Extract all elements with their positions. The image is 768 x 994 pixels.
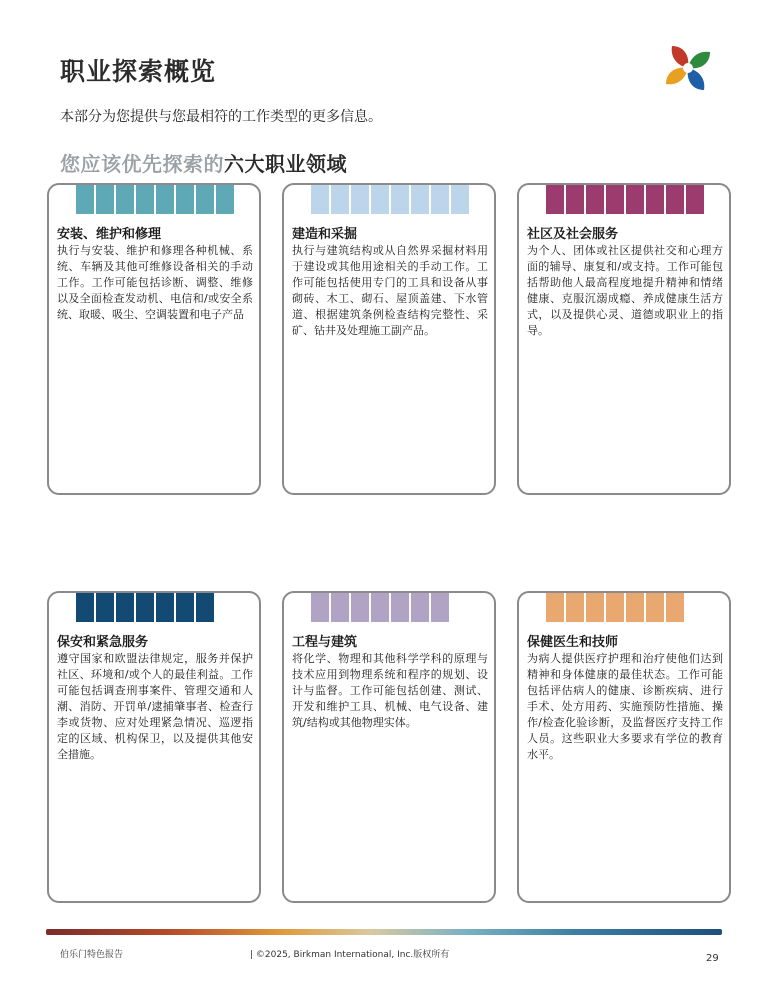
color-swatch [156, 185, 174, 214]
color-swatch [76, 185, 94, 214]
color-swatch [411, 185, 429, 214]
card-title: 建造和采掘 [292, 227, 358, 242]
color-swatch [116, 593, 134, 622]
career-card [282, 591, 496, 903]
card-description: 执行与建筑结构或从自然界采掘材料用于建设或其他用途相关的手动工作。工作可能包括使用专门的工具和设备从事砌砖、木工、砌石、屋顶盖建、下水管道、根据建筑条例检查结构完整性、采矿、钻井及处理施工副产品。 [292, 244, 488, 337]
color-swatch [586, 185, 604, 214]
color-swatch [451, 185, 469, 214]
card-description: 为个人、团体或社区提供社交和心理方面的辅导、康复和/或支持。工作可能包括帮助他人最高程度地提升精神和情绪健康、克服沉溺成瘾、养成健康生活方式，以及提供心灵、道德或职业上的指导。 [527, 244, 723, 337]
card-title: 工程与建筑 [292, 635, 358, 650]
color-swatch [351, 593, 369, 622]
color-swatch [96, 593, 114, 622]
color-swatch [606, 593, 624, 622]
career-card [282, 183, 496, 495]
card-description: 为病人提供医疗护理和治疗使他们达到精神和身体健康的最佳状态。工作可能包括评估病人的健康、诊断疾病、进行手术、处方用药、实施预防性措施、操作/检查化验诊断，及监督医疗支持工作人员。这些职业大多要求有学位的教育水平。 [527, 652, 723, 761]
subtitle-dark: 六大职业领域 [224, 152, 347, 176]
color-swatch [666, 593, 684, 622]
color-swatch [331, 185, 349, 214]
color-swatch [136, 593, 154, 622]
color-swatch [156, 593, 174, 622]
color-swatch [546, 185, 564, 214]
color-swatch [311, 185, 329, 214]
career-card [517, 183, 731, 495]
color-swatches [546, 593, 684, 622]
color-swatch [686, 185, 704, 214]
color-swatch [546, 593, 564, 622]
color-swatch [371, 593, 389, 622]
color-swatch [431, 185, 449, 214]
career-card [47, 183, 261, 495]
color-swatch [566, 185, 584, 214]
color-swatch [391, 593, 409, 622]
color-swatch [371, 185, 389, 214]
color-swatch [586, 593, 604, 622]
color-swatch [626, 593, 644, 622]
color-swatches [76, 593, 214, 622]
color-swatch [411, 593, 429, 622]
color-swatch [666, 185, 684, 214]
color-swatches [311, 185, 469, 214]
career-card [47, 591, 261, 903]
color-swatch [196, 593, 214, 622]
card-description: 将化学、物理和其他科学学科的原理与技术应用到物理系统和程序的规划、设计与监督。工作可能包括创建、测试、开发和维护工具、机械、电气设备、建筑/结构或其他物理实体。 [292, 652, 488, 729]
color-swatch [96, 185, 114, 214]
card-description: 遵守国家和欧盟法律规定，服务并保护社区、环境和/或个人的最佳利益。工作可能包括调查刑事案件、管理交通和人潮、消防、开罚单/逮捕肇事者、检查行李或货物、应对处理紧急情况、巡逻指定的区域、机构保卫，以及提供其他安全措施。 [57, 652, 253, 761]
page-title: 职业探索概览 [60, 57, 217, 86]
color-swatch [331, 593, 349, 622]
color-swatch [606, 185, 624, 214]
color-swatch [136, 185, 154, 214]
card-title: 保健医生和技师 [527, 635, 619, 650]
color-swatch [566, 593, 584, 622]
card-description: 执行与安装、维护和修理各种机械、系统、车辆及其他可维修设备相关的手动工作。工作可能包括诊断、调整、维修以及全面检查发动机、电信和/或安全系统、取暖、吸尘、空调装置和电子产品 [57, 244, 253, 321]
decorative-color-band [46, 929, 722, 935]
color-swatch [391, 185, 409, 214]
color-swatch [646, 185, 664, 214]
color-swatch [176, 593, 194, 622]
color-swatch [351, 185, 369, 214]
color-swatch [626, 185, 644, 214]
color-swatch [176, 185, 194, 214]
page-number: 29 [706, 953, 719, 964]
color-swatch [216, 185, 234, 214]
color-swatches [546, 185, 704, 214]
career-card [517, 591, 731, 903]
subtitle-light: 您应该优先探索的 [60, 152, 224, 176]
color-swatch [116, 185, 134, 214]
card-title: 保安和紧急服务 [57, 635, 149, 650]
color-swatches [76, 185, 234, 214]
card-title: 社区及社会服务 [527, 227, 619, 242]
section-subtitle [60, 148, 347, 177]
footer-copyright: | ©2025, Birkman International, Inc.版权所有 [250, 950, 450, 960]
color-swatch [76, 593, 94, 622]
color-swatch [311, 593, 329, 622]
intro-text: 本部分为您提供与您最相符的工作类型的更多信息。 [60, 109, 382, 125]
birkman-logo-icon [660, 40, 716, 96]
card-title: 安装、维护和修理 [57, 227, 162, 242]
color-swatches [311, 593, 449, 622]
color-swatch [646, 593, 664, 622]
color-swatch [431, 593, 449, 622]
color-swatch [196, 185, 214, 214]
footer-report-name: 伯乐门特色报告 [60, 950, 124, 960]
